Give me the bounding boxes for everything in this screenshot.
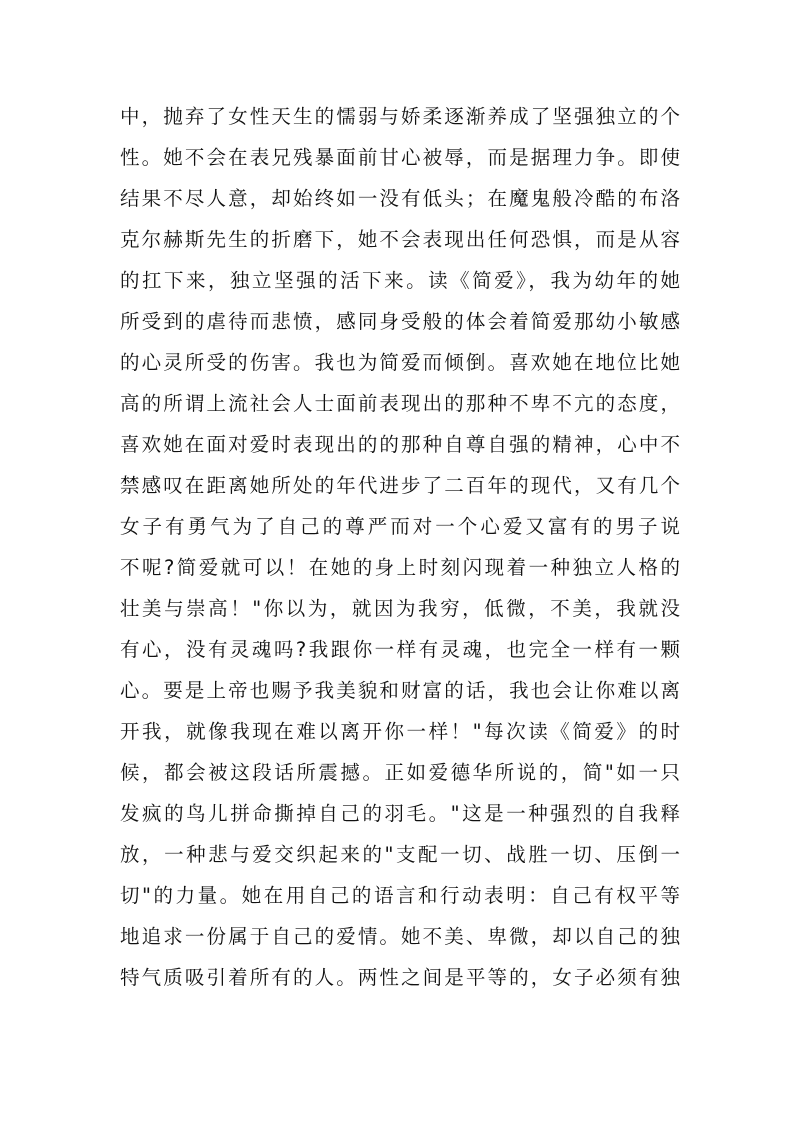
text-line: 心。要是上帝也赐予我美貌和财富的话，我也会让你难以离: [120, 679, 680, 702]
text-line: 性。她不会在表兄残暴面前甘心被辱，而是据理力争。即使: [120, 146, 680, 169]
text-line: 不呢?简爱就可以！在她的身上时刻闪现着一种独立人格的: [120, 556, 680, 579]
text-line: 发疯的鸟儿拼命撕掉自己的羽毛。"这是一种强烈的自我释: [120, 802, 680, 825]
text-line: 中，抛弃了女性天生的懦弱与娇柔逐渐养成了坚强独立的个: [120, 105, 680, 128]
text-line: 禁感叹在距离她所处的年代进步了二百年的现代，又有几个: [120, 474, 680, 497]
text-line: 喜欢她在面对爱时表现出的的那种自尊自强的精神，心中不: [120, 433, 680, 456]
text-line: 有心，没有灵魂吗?我跟你一样有灵魂，也完全一样有一颗: [120, 638, 680, 661]
text-line: 高的所谓上流社会人士面前表现出的那种不卑不亢的态度，: [120, 392, 680, 415]
text-line: 放，一种悲与爱交织起来的"支配一切、战胜一切、压倒一: [120, 843, 680, 866]
text-line: 地追求一份属于自己的爱情。她不美、卑微，却以自己的独: [120, 925, 680, 948]
body-paragraph: [120, 96, 680, 998]
text-line: 壮美与崇高！"你以为，就因为我穷，低微，不美，我就没: [120, 597, 680, 620]
text-line: 克尔赫斯先生的折磨下，她不会表现出任何恐惧，而是从容: [120, 228, 680, 251]
text-line: 结果不尽人意，却始终如一没有低头；在魔鬼般冷酷的布洛: [120, 187, 680, 210]
text-line: 所受到的虐待而悲愤，感同身受般的体会着简爱那幼小敏感: [120, 310, 680, 333]
text-line: 候，都会被这段话所震撼。正如爱德华所说的，简"如一只: [120, 761, 680, 784]
text-line: 切"的力量。她在用自己的语言和行动表明：自己有权平等: [120, 884, 680, 907]
text-line: 女子有勇气为了自己的尊严而对一个心爱又富有的男子说: [120, 515, 680, 538]
text-line: 开我，就像我现在难以离开你一样！"每次读《简爱》的时: [120, 720, 680, 743]
text-line: 特气质吸引着所有的人。两性之间是平等的，女子必须有独: [120, 966, 680, 989]
text-line: 的扛下来，独立坚强的活下来。读《简爱》，我为幼年的她: [120, 269, 680, 292]
text-line: 的心灵所受的伤害。我也为简爱而倾倒。喜欢她在地位比她: [120, 351, 680, 374]
